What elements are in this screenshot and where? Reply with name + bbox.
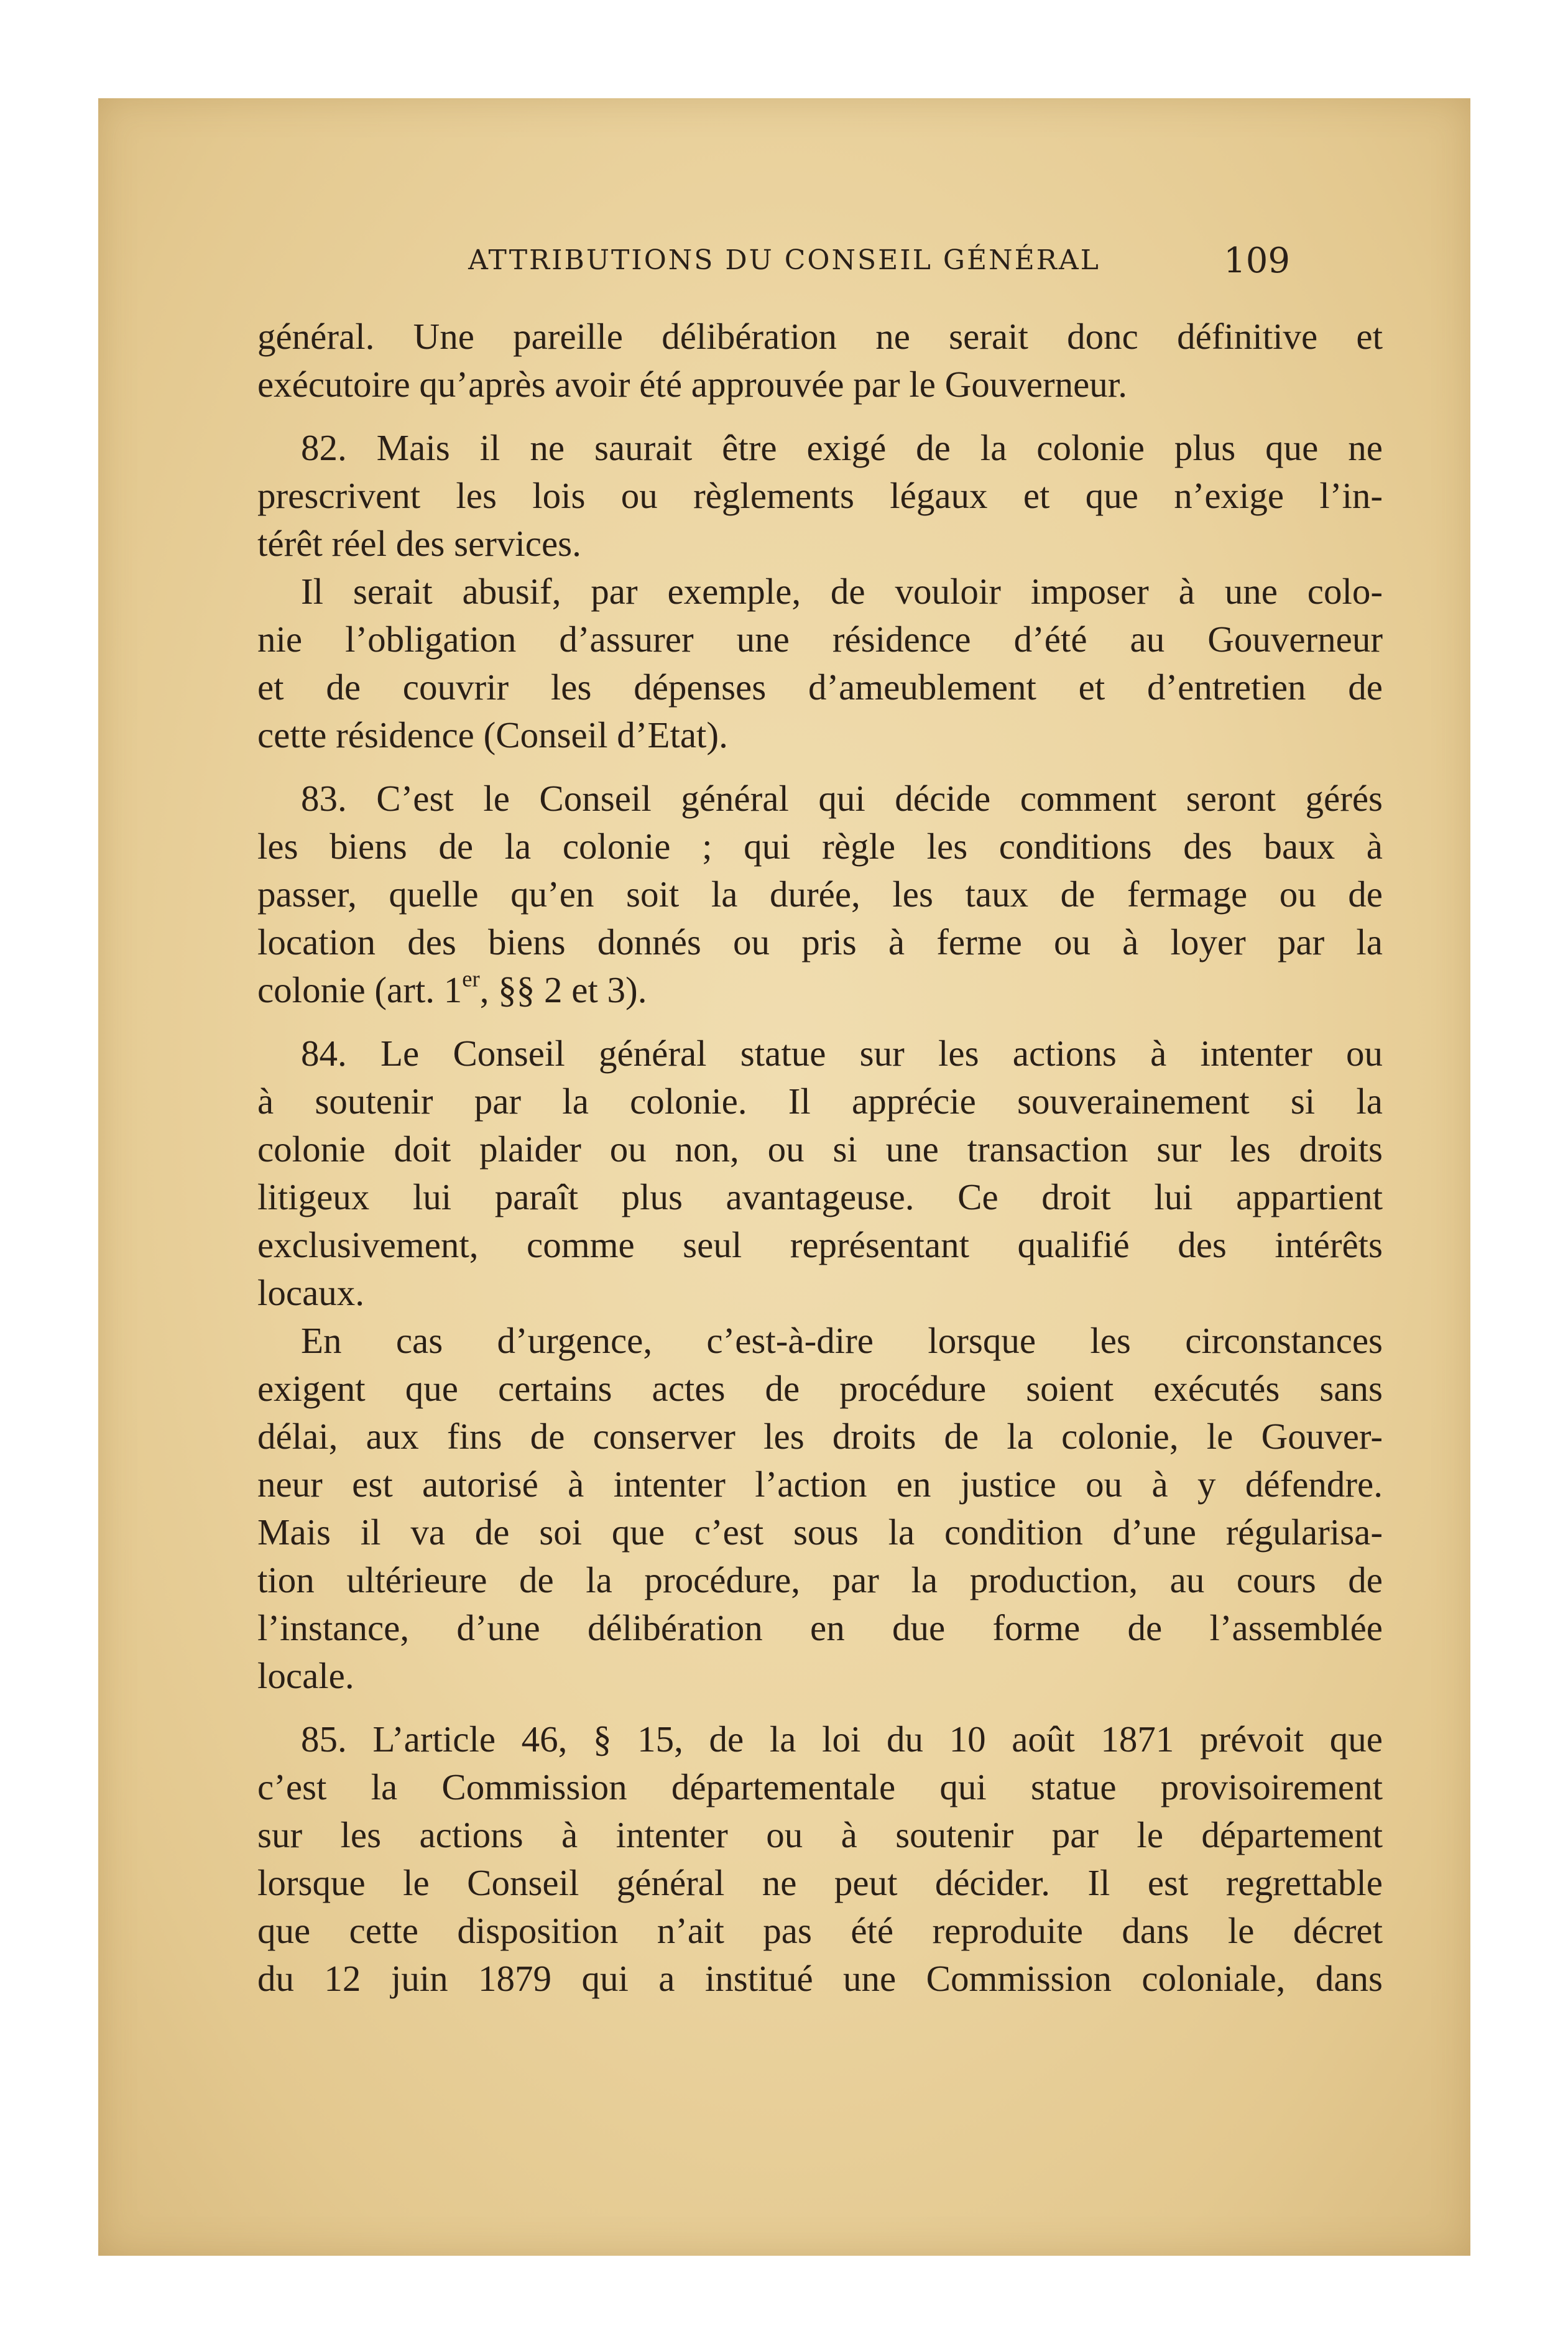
text-line: tion ultérieure de la procédure, par la production, au cours de — [257, 1559, 1383, 1600]
text-line: 84. Le Conseil général statue sur les actions à intenter ou — [301, 1033, 1383, 1074]
running-title: ATTRIBUTIONS DU CONSEIL GÉNÉRAL — [468, 244, 1100, 276]
text-line: exclusivement, comme seul représentant qualifié des intérêts — [257, 1224, 1383, 1265]
book-page — [98, 98, 1470, 2256]
body-text — [257, 313, 1383, 2003]
superscript: er — [462, 966, 480, 992]
text-line: Il serait abusif, par exemple, de vouloir imposer à une colo- — [301, 571, 1383, 612]
text-line: lorsque le Conseil général ne peut décider. Il est regrettable — [257, 1862, 1383, 1903]
text-line: à soutenir par la colonie. Il apprécie souverainement si la — [257, 1081, 1383, 1122]
text-line: location des biens donnés ou pris à ferme ou à loyer par la — [257, 921, 1383, 962]
text-line: et de couvrir les dépenses d’ameublement et d’entretien de — [257, 667, 1383, 708]
text-line: exigent que certains actes de procédure soient exécutés sans — [257, 1368, 1383, 1409]
text-line: délai, aux fins de conserver les droits de la colonie, le Gouver- — [257, 1416, 1383, 1457]
page-number: 109 — [1224, 241, 1290, 281]
text-line: passer, quelle qu’en soit la durée, les taux de fermage ou de — [257, 874, 1383, 915]
running-head — [98, 241, 1470, 282]
text-line: locale. — [257, 1655, 354, 1696]
text-line: prescrivent les lois ou règlements légaux et que n’exige l’in- — [257, 475, 1383, 516]
text-line: que cette disposition n’ait pas été reproduite dans le décret — [257, 1910, 1383, 1951]
text-line: exécutoire qu’après avoir été approuvée par le Gouverneur. — [257, 364, 1127, 405]
text-line: du 12 juin 1879 qui a institué une Commission coloniale, dans — [257, 1958, 1383, 1999]
text-line: cette résidence (Conseil d’Etat). — [257, 714, 728, 755]
text-fragment: colonie (art. 1 — [257, 969, 463, 1010]
paragraph-gap — [257, 408, 1383, 424]
text-line: 83. C’est le Conseil général qui décide comment seront gérés — [301, 778, 1383, 819]
text-fragment: , §§ 2 et 3). — [479, 969, 647, 1010]
text-line: colonie doit plaider ou non, ou si une transaction sur les droits — [257, 1128, 1383, 1170]
text-line: litigeux lui paraît plus avantageuse. Ce droit lui appartient — [257, 1176, 1383, 1217]
paragraph-gap — [257, 1700, 1383, 1715]
text-line: 82. Mais il ne saurait être exigé de la colonie plus que ne — [301, 427, 1383, 468]
text-line: térêt réel des services. — [257, 523, 581, 564]
text-line: 85. L’article 46, § 15, de la loi du 10 août 1871 prévoit que — [301, 1719, 1383, 1760]
text-line: locaux. — [257, 1272, 365, 1313]
text-line: général. Une pareille délibération ne serait donc définitive et — [257, 316, 1383, 357]
text-line: En cas d’urgence, c’est-à-dire lorsque les circonstances — [301, 1320, 1383, 1361]
text-line: neur est autorisé à intenter l’action en justice ou à y défendre. — [257, 1464, 1383, 1505]
text-line: l’instance, d’une délibération en due forme de l’assemblée — [257, 1607, 1383, 1648]
text-line: nie l’obligation d’assurer une résidence d’été au Gouverneur — [257, 619, 1383, 660]
paragraph-gap — [257, 759, 1383, 775]
text-line: sur les actions à intenter ou à soutenir par le département — [257, 1814, 1383, 1855]
text-line: les biens de la colonie ; qui règle les conditions des baux à — [257, 826, 1383, 867]
text-line — [257, 966, 1383, 1014]
text-line: Mais il va de soi que c’est sous la condition d’une régularisa- — [257, 1511, 1383, 1553]
paragraph-gap — [257, 1014, 1383, 1030]
text-line: c’est la Commission départementale qui statue provisoirement — [257, 1766, 1383, 1807]
